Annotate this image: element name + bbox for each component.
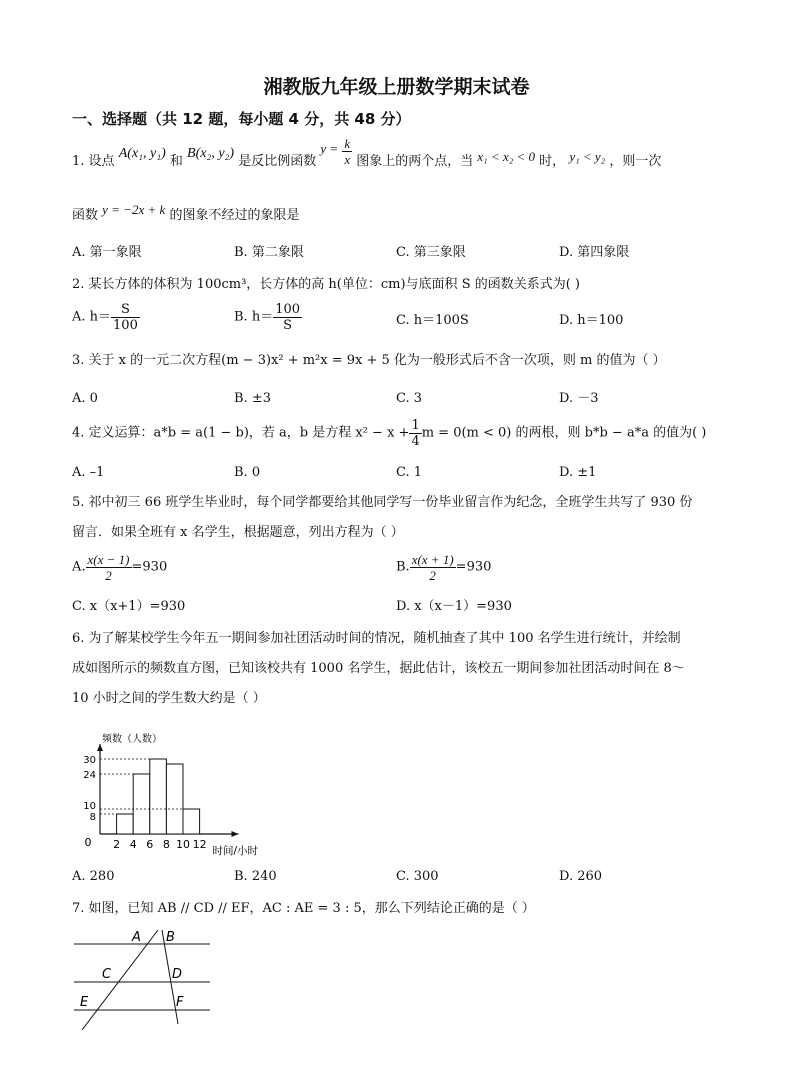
page-title: 湘教版九年级上册数学期末试卷 xyxy=(263,76,530,98)
q5-option-d[interactable]: D. x（x－1）=930 xyxy=(396,599,512,614)
q2-option-b-num: 100 xyxy=(275,302,301,317)
q1-text-c: 是反比例函数 xyxy=(238,154,317,169)
x-axis-title: 时间/小时 xyxy=(212,845,259,857)
q1-option-d[interactable]: D. 第四象限 xyxy=(559,245,630,260)
q5-option-a-prefix: A. xyxy=(72,559,86,575)
q3-option-c[interactable]: C. 3 xyxy=(396,391,423,406)
q5-option-a-num: x(x − 1) xyxy=(87,552,130,567)
question-6-line1: 6. 为了解某校学生今年五一期间参加社团活动时间的情况，随机抽查了其中 100 名学生进行统计，并绘制 xyxy=(72,631,681,646)
histogram-bar xyxy=(117,814,134,834)
q1-point-b: B(x₂, y₂) xyxy=(187,146,235,161)
x-tick-label: 6 xyxy=(146,838,154,851)
y-tick-label: 8 xyxy=(89,812,96,823)
q1-linear-function: y = −2x + k xyxy=(102,202,166,217)
y-tick-label: 10 xyxy=(83,801,96,812)
q2-option-a-prefix: A. h＝ xyxy=(72,309,112,325)
q1-text-b: 和 xyxy=(169,154,183,169)
q1-func-den: x xyxy=(344,152,351,167)
q5-option-b-prefix: B. xyxy=(396,559,410,575)
q1-point-a: A(x₁, y₁) xyxy=(118,146,166,161)
question-3: 3. 关于 x 的一元二次方程(m − 3)x² + m²x = 9x + 5 化为一般形式后不含一次项，则 m 的值为（ ） xyxy=(72,353,666,368)
q4-option-a[interactable]: A. –1 xyxy=(72,465,105,480)
q2-option-b-den: S xyxy=(283,318,293,333)
label-c: C xyxy=(102,967,112,982)
q6-option-b[interactable]: B. 240 xyxy=(234,869,277,884)
q1-func-num: k xyxy=(344,136,351,151)
x-tick-label: 8 xyxy=(162,838,170,851)
x-axis-arrow xyxy=(232,831,239,837)
q4-frac-num: 1 xyxy=(411,418,420,433)
x-tick-label: 4 xyxy=(129,838,137,851)
q2-option-d[interactable]: D. h＝100 xyxy=(559,313,624,328)
q6-option-c[interactable]: C. 300 xyxy=(396,869,439,884)
q1-text-f: ，则一次 xyxy=(609,154,662,169)
q4-option-b[interactable]: B. 0 xyxy=(234,465,261,480)
question-1-line2 xyxy=(72,202,300,225)
q1-text-g: 函数 xyxy=(72,208,99,223)
q1-function-lhs: y = xyxy=(320,141,339,156)
label-d: D xyxy=(172,967,183,982)
q1-option-c[interactable]: C. 第三象限 xyxy=(396,245,466,260)
question-1 xyxy=(72,136,662,177)
histogram-bar xyxy=(133,774,150,834)
histogram-bar xyxy=(183,809,200,834)
q4-text-a: 4. 定义运算：a*b = a(1 − b)，若 a，b 是方程 x² − x + xyxy=(72,425,410,441)
q1-option-b[interactable]: B. 第二象限 xyxy=(234,245,304,260)
histogram-bar xyxy=(166,764,183,834)
question-7: 7. 如图，已知 AB // CD // EF，AC : AE = 3 : 5，那么下列结论正确的是（ ） xyxy=(72,901,535,916)
q3-option-a[interactable]: A. 0 xyxy=(72,391,98,406)
q6-option-d[interactable]: D. 260 xyxy=(559,869,603,884)
q4-option-c[interactable]: C. 1 xyxy=(396,465,423,480)
q1-option-a[interactable]: A. 第一象限 xyxy=(72,245,142,260)
question-5-line1: 5. 祁中初三 66 班学生毕业时，每个同学都要给其他同学写一份毕业留言作为纪念，全班学生共写了 930 份 xyxy=(72,495,693,510)
x-tick-label: 10 xyxy=(176,838,190,851)
question-6-line2: 成如图所示的频数直方图，已知该校共有 1000 名学生，据此估计，该校五一期间参加社团活动时间在 8～ xyxy=(72,661,685,676)
label-b: B xyxy=(166,930,175,945)
y-tick-label: 24 xyxy=(83,770,96,781)
transversal-ace xyxy=(82,930,158,1030)
q6-option-a[interactable]: A. 280 xyxy=(72,869,115,884)
parallel-lines-figure xyxy=(70,924,220,1034)
q2-option-a-num: S xyxy=(111,302,140,318)
q2-option-b[interactable] xyxy=(234,302,302,333)
q2-option-b-prefix: B. h＝ xyxy=(234,309,274,325)
q2-option-a-den: 100 xyxy=(113,318,138,333)
q2-option-c[interactable]: C. h＝100S xyxy=(396,313,469,328)
q5-option-b-num: x(x + 1) xyxy=(411,552,454,567)
question-6-line3: 10 小时之间的学生数大约是（ ） xyxy=(72,691,266,706)
q1-function-fraction xyxy=(342,136,352,167)
q4-text-b: m = 0(m < 0) 的两根，则 b*b − a*a 的值为( ) xyxy=(421,425,707,441)
q5-option-b-den: 2 xyxy=(429,568,436,583)
q4-frac-den: 4 xyxy=(411,434,420,449)
q5-option-c[interactable]: C. x（x+1）=930 xyxy=(72,599,186,614)
q5-option-b-post: =930 xyxy=(455,559,492,575)
question-5-line2: 留言．如果全班有 x 名学生，根据题意，列出方程为（ ） xyxy=(72,525,404,540)
label-e: E xyxy=(80,995,89,1010)
q1-text-h: 的图象不经过的象限是 xyxy=(169,208,300,223)
q5-option-a[interactable] xyxy=(72,552,167,583)
q1-text-e: 时， xyxy=(539,154,566,169)
x-tick-label: 2 xyxy=(113,838,121,851)
section-heading: 一、选择题（共 12 题，每小题 4 分，共 48 分） xyxy=(72,110,411,128)
q1-text-a: 1. 设点 xyxy=(72,154,115,169)
q3-option-d[interactable]: D. －3 xyxy=(559,391,599,406)
y-tick-label: 30 xyxy=(83,755,96,766)
q2-option-a[interactable] xyxy=(72,302,140,333)
question-4 xyxy=(72,418,706,449)
origin-label: 0 xyxy=(84,836,92,849)
q1-text-d: 图象上的两个点，当 xyxy=(356,154,474,169)
frequency-histogram xyxy=(70,716,290,866)
q5-option-a-post: =930 xyxy=(131,559,168,575)
q3-option-b[interactable]: B. ±3 xyxy=(234,391,271,406)
y-axis-arrow xyxy=(97,744,103,751)
question-2: 2. 某长方体的体积为 100cm³，长方体的高 h(单位：cm)与底面积 S 的函数关系式为( ) xyxy=(72,277,581,292)
label-a: A xyxy=(132,930,141,945)
histogram-bar xyxy=(150,759,167,834)
q1-condition-y: y₁ < y₂ xyxy=(569,149,606,164)
q4-option-d[interactable]: D. ±1 xyxy=(559,465,597,480)
q5-option-b[interactable] xyxy=(396,552,491,583)
y-axis-title: 频数（人数） xyxy=(102,734,162,745)
q5-option-a-den: 2 xyxy=(105,568,112,583)
q1-condition-x: x₁ < x₂ < 0 xyxy=(477,149,536,164)
x-tick-label: 12 xyxy=(192,838,207,851)
label-f: F xyxy=(176,995,184,1010)
